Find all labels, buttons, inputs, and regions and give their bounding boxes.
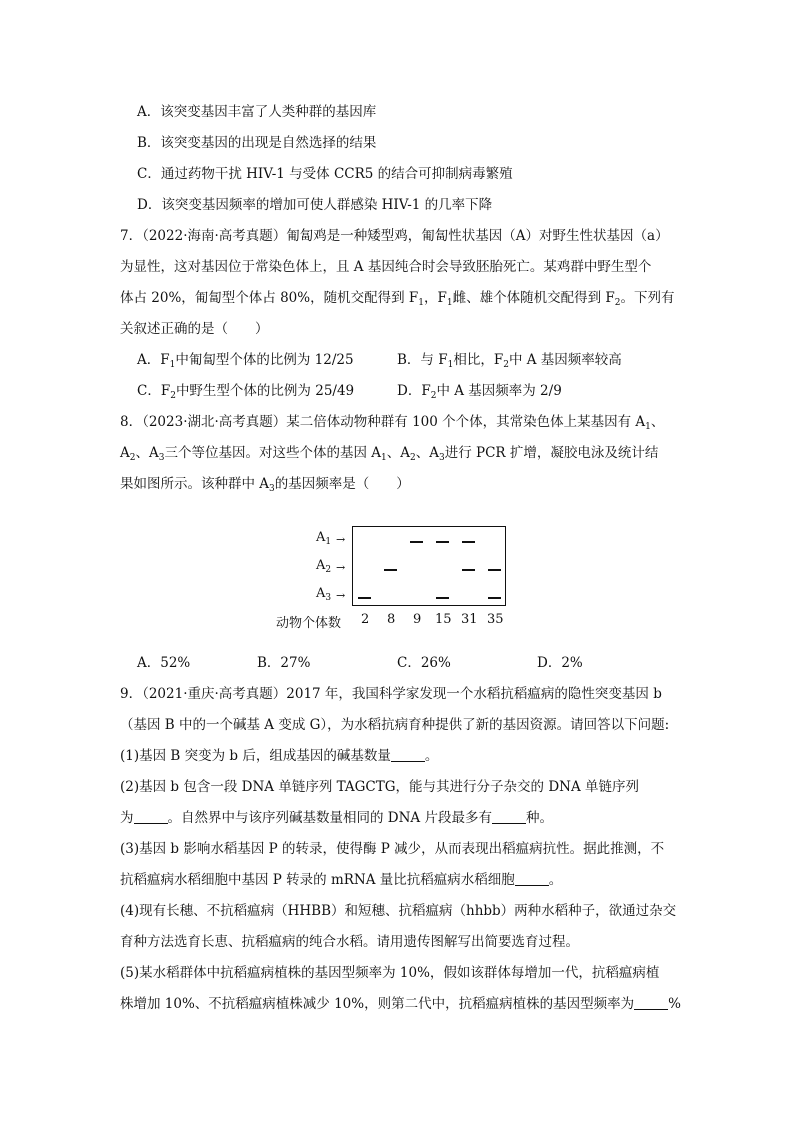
q9-part5-line1: (5)某水稻群体中抗稻瘟病植株的基因型频率为 10%，假如该群体每增加一代，抗稻瘟病植 — [120, 965, 660, 981]
band-a3-lane1 — [358, 597, 371, 599]
q8-option-b: B．27% — [257, 655, 311, 671]
band-a1-lane4 — [436, 541, 449, 543]
q9-part5-line2: 株增加 10%、不抗稻瘟病植株减少 10%，则第二代中，抗稻瘟病植株的基因型频率为 % — [120, 996, 681, 1012]
q9-part3-line2: 抗稻瘟病水稻细胞中基因 P 转录的 mRNA 量比抗稻瘟病水稻细胞 。 — [120, 872, 563, 888]
q9-stem-line2: （基因 B 中的一个碱基 A 变成 G），为水稻抗病育种提供了新的基因资源。请回答以下问题: — [120, 717, 670, 733]
q8-option-c: C．26% — [397, 655, 451, 671]
arrow-icon: → — [336, 533, 346, 546]
band-a2-lane6 — [488, 569, 501, 571]
answer-blank[interactable] — [515, 871, 549, 886]
q9-part4-line1: (4)现有长穗、不抗稻瘟病（HHBB）和短穗、抗稻瘟病（hhbb）两种水稻种子，欲通过杂交 — [120, 903, 677, 919]
q6-option-d: D．该突变基因频率的增加可使人群感染 HIV-1 的几率下降 — [137, 197, 493, 213]
row-label-a1: $A_1$ — [316, 530, 332, 547]
q7-stem-line1: 7．（2022·海南·高考真题）匍匐鸡是一种矮型鸡，匍匐性状基因（A）对野生性状基因（a） — [120, 228, 669, 244]
q7-stem-line3: 体占 20%，匍匐型个体占 80%，随机交配得到 $F_1$，$F_1$雌、雄个体随机交配得到 $F_2$。下列有 — [120, 290, 675, 308]
answer-blank[interactable] — [134, 809, 168, 824]
count-label: 2 — [361, 612, 370, 627]
row-label-a3: $A_3$ — [316, 586, 332, 603]
q9-part2-line2: 为 。自然界中与该序列碱基数量相同的 DNA 片段最多有 种。 — [120, 810, 553, 826]
q9-part3-line1: (3)基因 b 影响水稻基因 P 的转录，使得酶 P 减少，从而表现出稻瘟病抗性。据此推测，不 — [120, 841, 665, 857]
count-label: 8 — [387, 612, 396, 627]
x-axis-label: 动物个体数 — [276, 616, 342, 631]
q8-stem-line2: $A_2$、$A_3$三个等位基因。对这些个体的基因 $A_1$、$A_2$、$A_3$进行 PCR 扩增，凝胶电泳及统计结 — [120, 445, 659, 463]
band-a1-lane5 — [462, 541, 475, 543]
count-label: 35 — [487, 612, 504, 627]
answer-blank[interactable] — [492, 809, 526, 824]
q8-stem-line1: 8．（2023·湖北·高考真题）某二倍体动物种群有 100 个个体，其常染色体上某基因有 $A_1$、 — [120, 414, 665, 432]
band-a2-lane2 — [384, 569, 397, 571]
answer-blank[interactable] — [391, 747, 425, 762]
arrow-icon: → — [336, 561, 346, 574]
q8-option-a: A．52% — [137, 655, 191, 671]
q7-option-d: D．$F_2$中 A 基因频率为 2/9 — [397, 383, 562, 401]
answer-blank[interactable] — [634, 995, 668, 1010]
count-label: 31 — [461, 612, 478, 627]
count-label: 9 — [413, 612, 422, 627]
q7-option-c: C．$F_2$中野生型个体的比例为 25/49 — [137, 383, 355, 401]
q9-part2-line1: (2)基因 b 包含一段 DNA 单链序列 TAGCTG，能与其进行分子杂交的 DNA 单链序列 — [120, 779, 639, 795]
band-a3-lane6 — [488, 597, 501, 599]
q6-option-b: B．该突变基因的出现是自然选择的结果 — [137, 135, 377, 151]
q8-option-d: D．2% — [537, 655, 583, 671]
q7-option-b: B．与 $F_1$相比，$F_2$中 A 基因频率较高 — [397, 352, 622, 370]
q6-option-c: C．通过药物干扰 HIV-1 与受体 CCR5 的结合可抑制病毒繁殖 — [137, 166, 513, 182]
band-a3-lane4 — [436, 597, 449, 599]
q9-part4-line2: 育种方法选育长恵、抗稻瘟病的纯合水稻。请用遗传图解写出简要选育过程。 — [120, 934, 579, 950]
q7-option-a: A．$F_1$中匍匐型个体的比例为 12/25 — [137, 352, 354, 370]
arrow-icon: → — [336, 589, 346, 602]
count-label: 15 — [435, 612, 452, 627]
q8-stem-line3: 果如图所示。该种群中 $A_3$的基因频率是（ ） — [120, 476, 410, 494]
band-a1-lane3 — [410, 541, 423, 543]
gel-box — [352, 526, 506, 606]
band-a2-lane5 — [462, 569, 475, 571]
row-label-a2: $A_2$ — [316, 558, 332, 575]
q9-stem-line1: 9．（2021·重庆·高考真题）2017 年，我国科学家发现一个水稻抗稻瘟病的隐性突变基因 b — [120, 686, 662, 702]
q6-option-a: A．该突变基因丰富了人类种群的基因库 — [137, 104, 377, 120]
gel-electrophoresis-figure — [270, 520, 530, 635]
q9-part1: (1)基因 B 突变为 b 后，组成基因的碱基数量 。 — [120, 748, 439, 764]
q7-stem-line2: 为显性，这对基因位于常染色体上，且 A 基因纯合时会导致胚胎死亡。某鸡群中野生型个 — [120, 259, 652, 275]
q7-stem-line4: 关叙述正确的是（ ） — [120, 321, 269, 337]
